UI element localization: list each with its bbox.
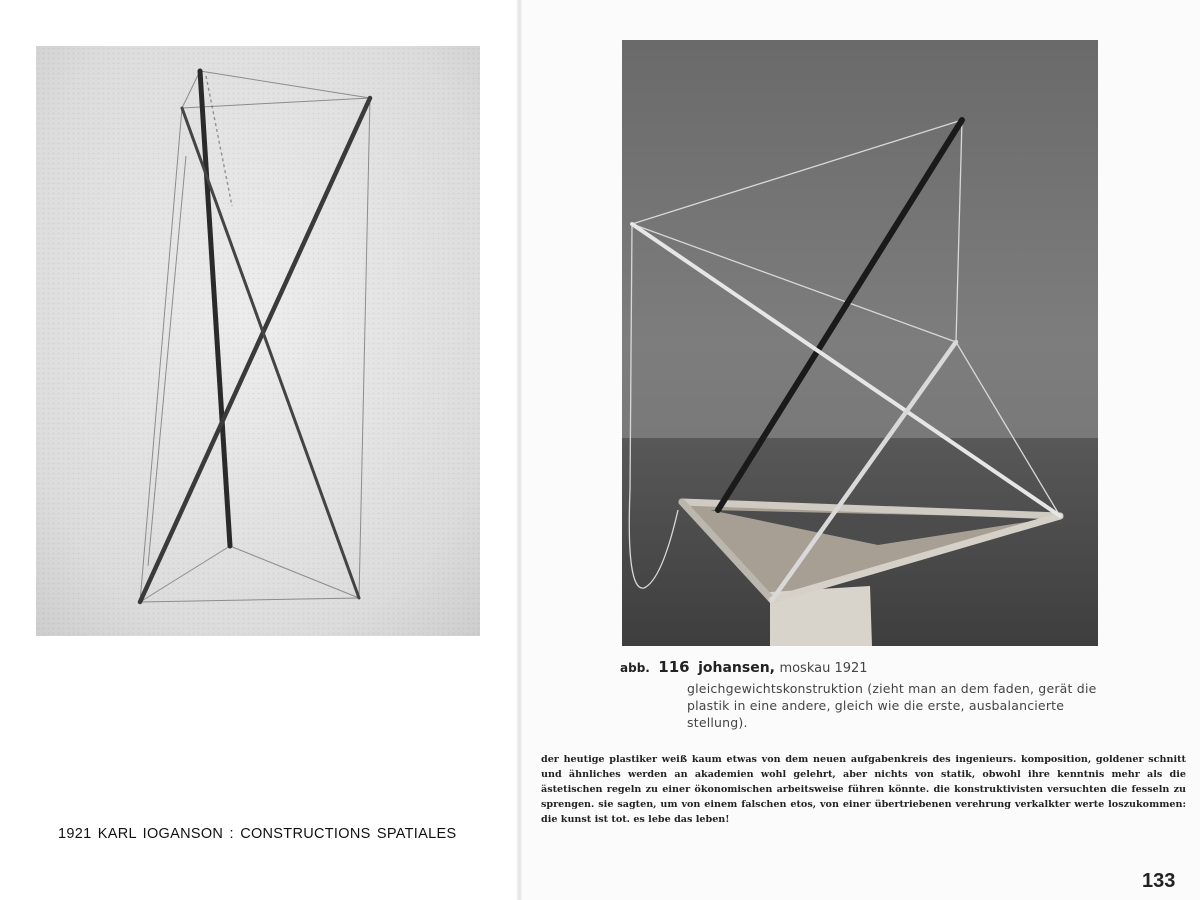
johansen-construction-photo (622, 40, 1098, 646)
page-number: 133 (1142, 870, 1176, 892)
body-paragraph: der heutige plastiker weiß kaum etwas von dem neuen aufgabenkreis des ingenieurs. komposition, goldener schnitt und ähnliches werden an akademien wohl gelehrt, aber nichts von statik, obwohl ihre kenntnis mehr als die ästetischen regeln zu einer ökonomischen arbeitsweise führen könnte. die konstruktivisten versuchten die fesseln zu sprengen. sie sagten, um von einem falschen etos, von einer übertriebenen verehrung verkalkter werte loszukommen: die kunst ist tot. es lebe das leben! (541, 754, 1186, 825)
figure-number: 116 (658, 658, 690, 676)
figure-caption-heading (620, 658, 1100, 676)
artist-name: johansen, (698, 660, 775, 676)
figure-description: gleichgewichtskonstruktion (zieht man an dem faden, gerät die plastik in eine andere, gleich wie die erste, ausbalancierte stellung). (687, 681, 1097, 730)
figure-abb-label: abb. (620, 661, 650, 675)
ioganson-construction-photo (36, 46, 480, 636)
figure-caption (620, 658, 1100, 731)
figure-location-year: moskau 1921 (779, 661, 868, 676)
left-page-caption: 1921 KARL IOGANSON : CONSTRUCTIONS SPATIALES (58, 826, 457, 842)
left-page (0, 0, 518, 900)
